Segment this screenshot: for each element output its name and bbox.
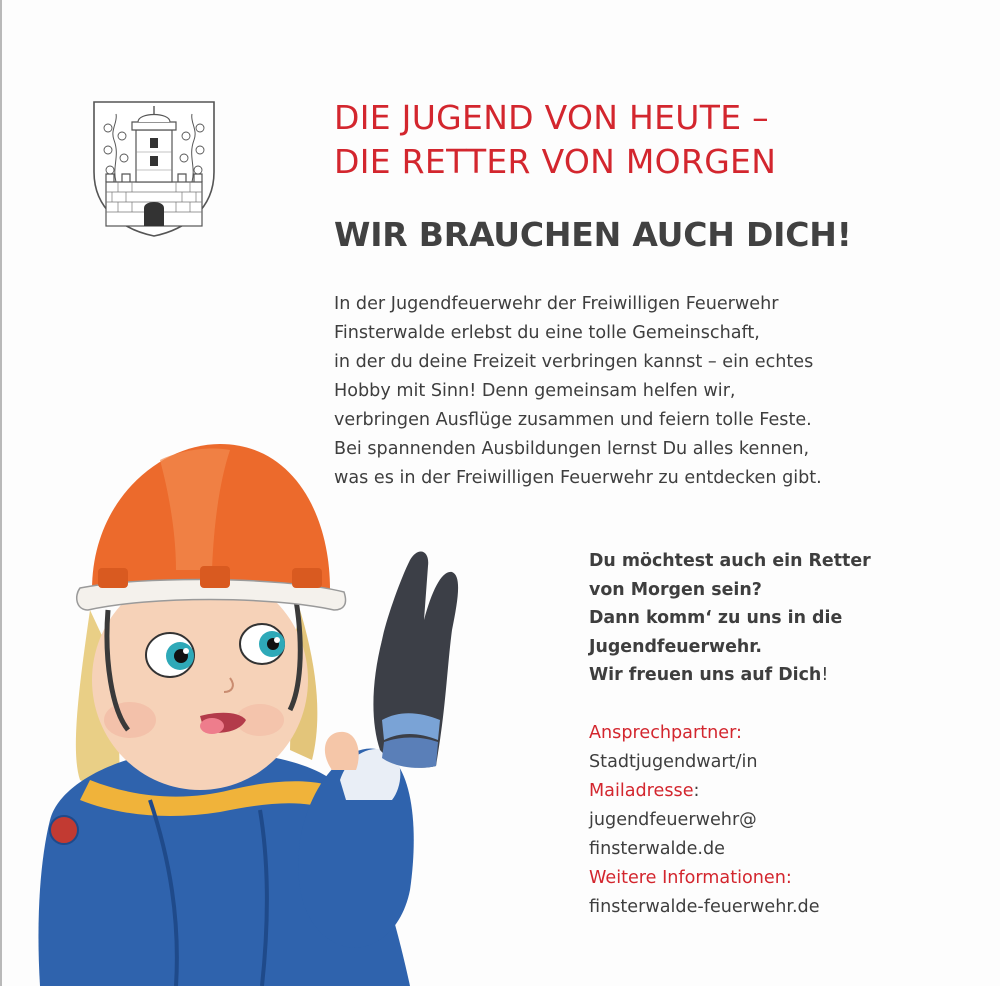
info-value-link[interactable]: finsterwalde-feuerwehr.de	[589, 897, 820, 917]
headline	[334, 96, 776, 184]
cta-line: Dann komm‘ zu uns in die	[589, 608, 843, 628]
intro-line: Finsterwalde erlebst du eine tolle Gemeinschaft,	[334, 323, 760, 343]
partner-label: Ansprechpartner:	[589, 723, 742, 743]
cta-last-text: Wir freuen uns auf Dich	[589, 665, 822, 685]
call-to-action	[589, 547, 871, 690]
contact-block	[589, 719, 820, 922]
headline-line-1: DIE JUGEND VON HEUTE –	[334, 98, 769, 137]
mail-label: Mailadresse	[589, 781, 694, 801]
cta-line: Jugendfeuerwehr.	[589, 636, 762, 657]
headline-line-2: DIE RETTER VON MORGEN	[334, 142, 777, 181]
partner-value: Stadtjugendwart/in	[589, 752, 758, 772]
subheadline: WIR BRAUCHEN AUCH DICH!	[334, 215, 852, 254]
intro-line: verbringen Ausflüge zusammen und feiern tolle Feste.	[334, 410, 812, 430]
intro-line: Hobby mit Sinn! Denn gemeinsam helfen wir,	[334, 381, 736, 401]
mail-label-colon: :	[693, 781, 700, 801]
info-label: Weitere Informationen:	[589, 868, 792, 888]
intro-line: was es in der Freiwilligen Feuerwehr zu entdecken gibt.	[334, 468, 822, 488]
intro-line: In der Jugendfeuerwehr der Freiwilligen Feuerwehr	[334, 294, 779, 314]
mail-value-line-1[interactable]: jugendfeuerwehr@	[589, 810, 757, 830]
coat-of-arms-icon	[92, 100, 216, 238]
cta-line: Du möchtest auch ein Retter	[589, 551, 871, 571]
cta-last-punct: !	[821, 665, 829, 685]
intro-line: in der du deine Freizeit verbringen kannst – ein echtes	[334, 352, 814, 372]
cta-line: von Morgen sein?	[589, 579, 762, 600]
cta-last-line	[589, 661, 871, 690]
mail-value-line-2[interactable]: finsterwalde.de	[589, 839, 725, 859]
mail-label-row	[589, 777, 820, 806]
firefighter-child-illustration	[0, 420, 560, 986]
intro-line: Bei spannenden Ausbildungen lernst Du alles kennen,	[334, 439, 810, 459]
